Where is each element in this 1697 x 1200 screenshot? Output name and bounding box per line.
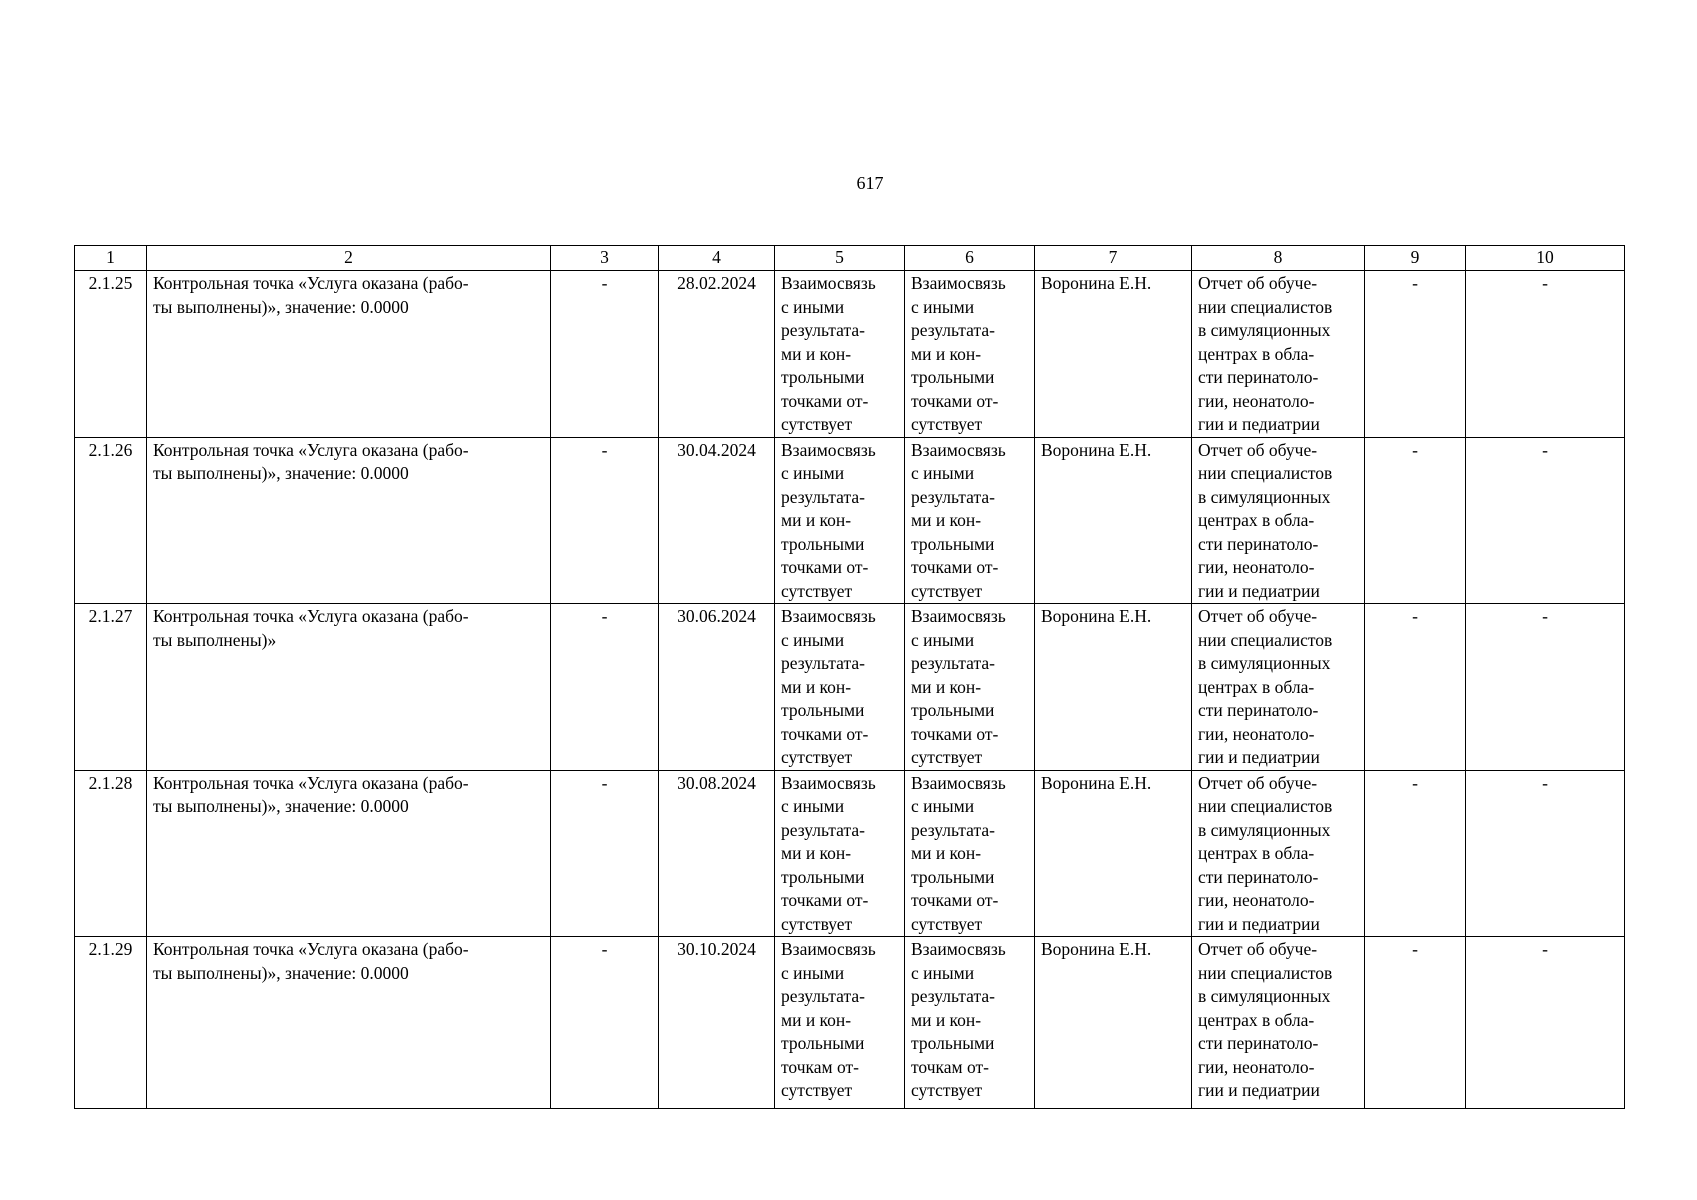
- row-number: 2.1.26: [75, 437, 147, 604]
- cell-col6: Взаимосвязь с иными результата- ми и кон- трольными точками от- сутствует: [905, 271, 1035, 438]
- cell-col9: -: [1365, 604, 1466, 771]
- row-number: 2.1.25: [75, 271, 147, 438]
- cell-col9: -: [1365, 437, 1466, 604]
- control-point-title: Контрольная точка «Услуга оказана (рабо- ты выполнены)», значение: 0.0000: [147, 271, 551, 438]
- confirming-document: Отчет об обуче- нии специалистов в симуляционных центрах в обла- сти перинатоло- гии, неонатоло- гии и педиатрии: [1192, 937, 1365, 1109]
- row-number: 2.1.27: [75, 604, 147, 771]
- cell-col10: -: [1466, 604, 1625, 771]
- cell-col3: -: [551, 437, 659, 604]
- column-header-7: 7: [1035, 246, 1192, 271]
- confirming-document: Отчет об обуче- нии специалистов в симуляционных центрах в обла- сти перинатоло- гии, неонатоло- гии и педиатрии: [1192, 770, 1365, 937]
- column-header-4: 4: [659, 246, 775, 271]
- cell-col3: -: [551, 770, 659, 937]
- cell-col5: Взаимосвязь с иными результата- ми и кон- трольными точками от- сутствует: [775, 770, 905, 937]
- cell-col5: Взаимосвязь с иными результата- ми и кон- трольными точками от- сутствует: [775, 604, 905, 771]
- due-date: 28.02.2024: [659, 271, 775, 438]
- table-row: [75, 604, 1625, 771]
- control-point-title: Контрольная точка «Услуга оказана (рабо- ты выполнены)», значение: 0.0000: [147, 770, 551, 937]
- column-header-3: 3: [551, 246, 659, 271]
- due-date: 30.10.2024: [659, 937, 775, 1109]
- cell-col3: -: [551, 271, 659, 438]
- confirming-document: Отчет об обуче- нии специалистов в симуляционных центрах в обла- сти перинатоло- гии, неонатоло- гии и педиатрии: [1192, 271, 1365, 438]
- cell-col6: Взаимосвязь с иными результата- ми и кон- трольными точкам от- сутствует: [905, 937, 1035, 1109]
- confirming-document: Отчет об обуче- нии специалистов в симуляционных центрах в обла- сти перинатоло- гии, неонатоло- гии и педиатрии: [1192, 437, 1365, 604]
- responsible-person: Воронина Е.Н.: [1035, 604, 1192, 771]
- cell-col5: Взаимосвязь с иными результата- ми и кон- трольными точками от- сутствует: [775, 271, 905, 438]
- table-row: [75, 271, 1625, 438]
- responsible-person: Воронина Е.Н.: [1035, 437, 1192, 604]
- control-point-title: Контрольная точка «Услуга оказана (рабо- ты выполнены)», значение: 0.0000: [147, 937, 551, 1109]
- column-header-8: 8: [1192, 246, 1365, 271]
- responsible-person: Воронина Е.Н.: [1035, 937, 1192, 1109]
- cell-col10: -: [1466, 770, 1625, 937]
- cell-col6: Взаимосвязь с иными результата- ми и кон- трольными точками от- сутствует: [905, 770, 1035, 937]
- column-header-9: 9: [1365, 246, 1466, 271]
- table-row: [75, 937, 1625, 1109]
- cell-col9: -: [1365, 271, 1466, 438]
- due-date: 30.06.2024: [659, 604, 775, 771]
- column-header-1: 1: [75, 246, 147, 271]
- responsible-person: Воронина Е.Н.: [1035, 770, 1192, 937]
- confirming-document: Отчет об обуче- нии специалистов в симуляционных центрах в обла- сти перинатоло- гии, неонатоло- гии и педиатрии: [1192, 604, 1365, 771]
- row-number: 2.1.28: [75, 770, 147, 937]
- column-header-2: 2: [147, 246, 551, 271]
- column-header-6: 6: [905, 246, 1035, 271]
- cell-col9: -: [1365, 770, 1466, 937]
- page-number: 617: [856, 173, 884, 193]
- cell-col5: Взаимосвязь с иными результата- ми и кон- трольными точкам от- сутствует: [775, 937, 905, 1109]
- control-point-title: Контрольная точка «Услуга оказана (рабо- ты выполнены)», значение: 0.0000: [147, 437, 551, 604]
- responsible-person: Воронина Е.Н.: [1035, 271, 1192, 438]
- cell-col3: -: [551, 604, 659, 771]
- column-header-5: 5: [775, 246, 905, 271]
- table-row: [75, 770, 1625, 937]
- cell-col6: Взаимосвязь с иными результата- ми и кон- трольными точками от- сутствует: [905, 437, 1035, 604]
- plan-table: [74, 245, 1625, 1109]
- cell-col10: -: [1466, 937, 1625, 1109]
- cell-col6: Взаимосвязь с иными результата- ми и кон- трольными точками от- сутствует: [905, 604, 1035, 771]
- table-row: [75, 437, 1625, 604]
- cell-col10: -: [1466, 437, 1625, 604]
- control-point-title: Контрольная точка «Услуга оказана (рабо- ты выполнены)»: [147, 604, 551, 771]
- column-header-10: 10: [1466, 246, 1625, 271]
- row-number: 2.1.29: [75, 937, 147, 1109]
- cell-col3: -: [551, 937, 659, 1109]
- due-date: 30.08.2024: [659, 770, 775, 937]
- cell-col9: -: [1365, 937, 1466, 1109]
- cell-col5: Взаимосвязь с иными результата- ми и кон- трольными точками от- сутствует: [775, 437, 905, 604]
- cell-col10: -: [1466, 271, 1625, 438]
- due-date: 30.04.2024: [659, 437, 775, 604]
- table-header-row: [75, 246, 1625, 271]
